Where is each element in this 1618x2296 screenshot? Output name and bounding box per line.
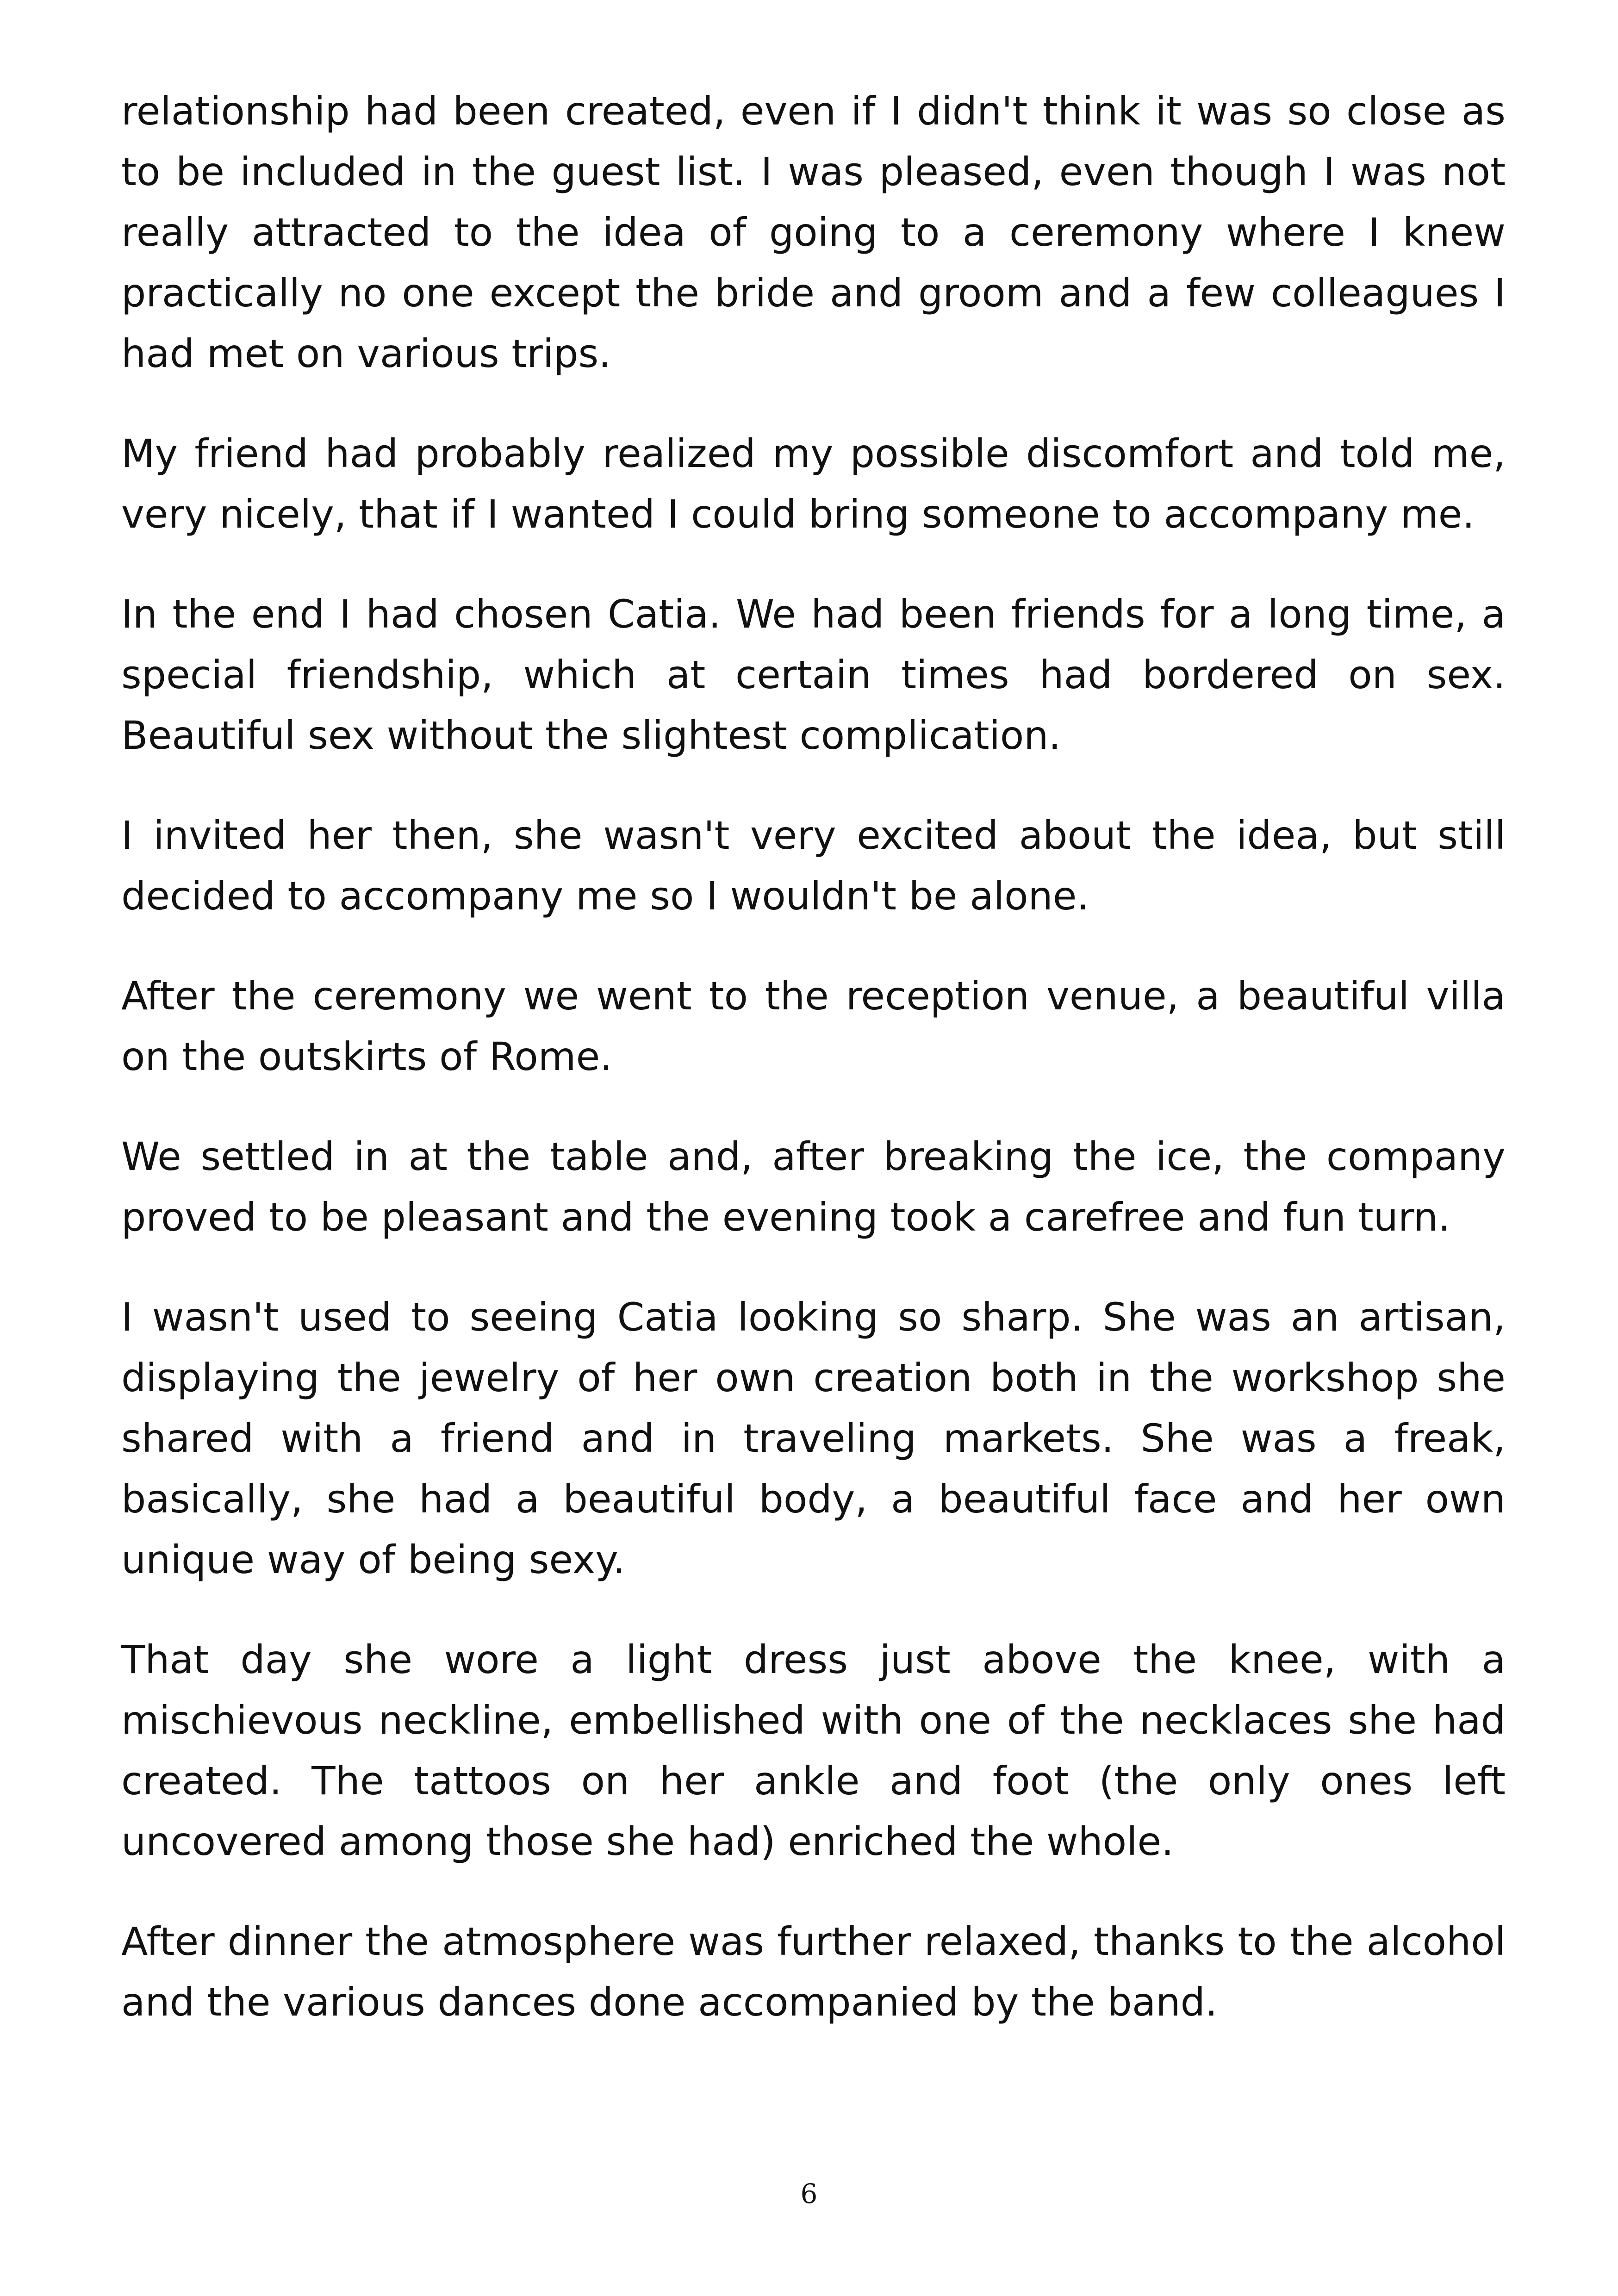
paragraph-4: I invited her then, she wasn't very excited about the idea, but still decided to accompany me so I wouldn't be alone. bbox=[121, 813, 1506, 919]
page-number: 6 bbox=[800, 2178, 818, 2209]
paragraph-2: My friend had probably realized my possible discomfort and told me, very nicely, that if I wanted I could bring someone to accompany me. bbox=[121, 431, 1506, 537]
paragraph-6: We settled in at the table and, after breaking the ice, the company proved to be pleasant and the evening took a carefree and fun turn. bbox=[121, 1134, 1506, 1240]
paragraph-5: After the ceremony we went to the reception venue, a beautiful villa on the outskirts of Rome. bbox=[121, 973, 1506, 1079]
paragraph-3: In the end I had chosen Catia. We had been friends for a long time, a special friendship, which at certain times had bordered on sex. Beautiful sex without the slightest complication. bbox=[121, 591, 1506, 758]
paragraph-1: relationship had been created, even if I didn't think it was so close as to be included in the guest list. I was pleased, even though I was not really attracted to the idea of going to a ceremony where I knew practically no one except the bride and groom and a few colleagues I had met on various trips. bbox=[121, 88, 1506, 376]
paragraph-9: After dinner the atmosphere was further relaxed, thanks to the alcohol and the various dances done accompanied by the band. bbox=[121, 1919, 1506, 2025]
paragraph-8: That day she wore a light dress just above the knee, with a mischievous neckline, embellished with one of the necklaces she had created. The tattoos on her ankle and foot (the only ones left uncovered among those she had) enriched the whole. bbox=[121, 1637, 1506, 1864]
paragraph-7: I wasn't used to seeing Catia looking so sharp. She was an artisan, displaying the jewelry of her own creation both in the workshop she shared with a friend and in traveling markets. She was a freak, basically, she had a beautiful body, a beautiful face and her own unique way of being sexy. bbox=[121, 1294, 1506, 1582]
body-text bbox=[121, 81, 1506, 2072]
